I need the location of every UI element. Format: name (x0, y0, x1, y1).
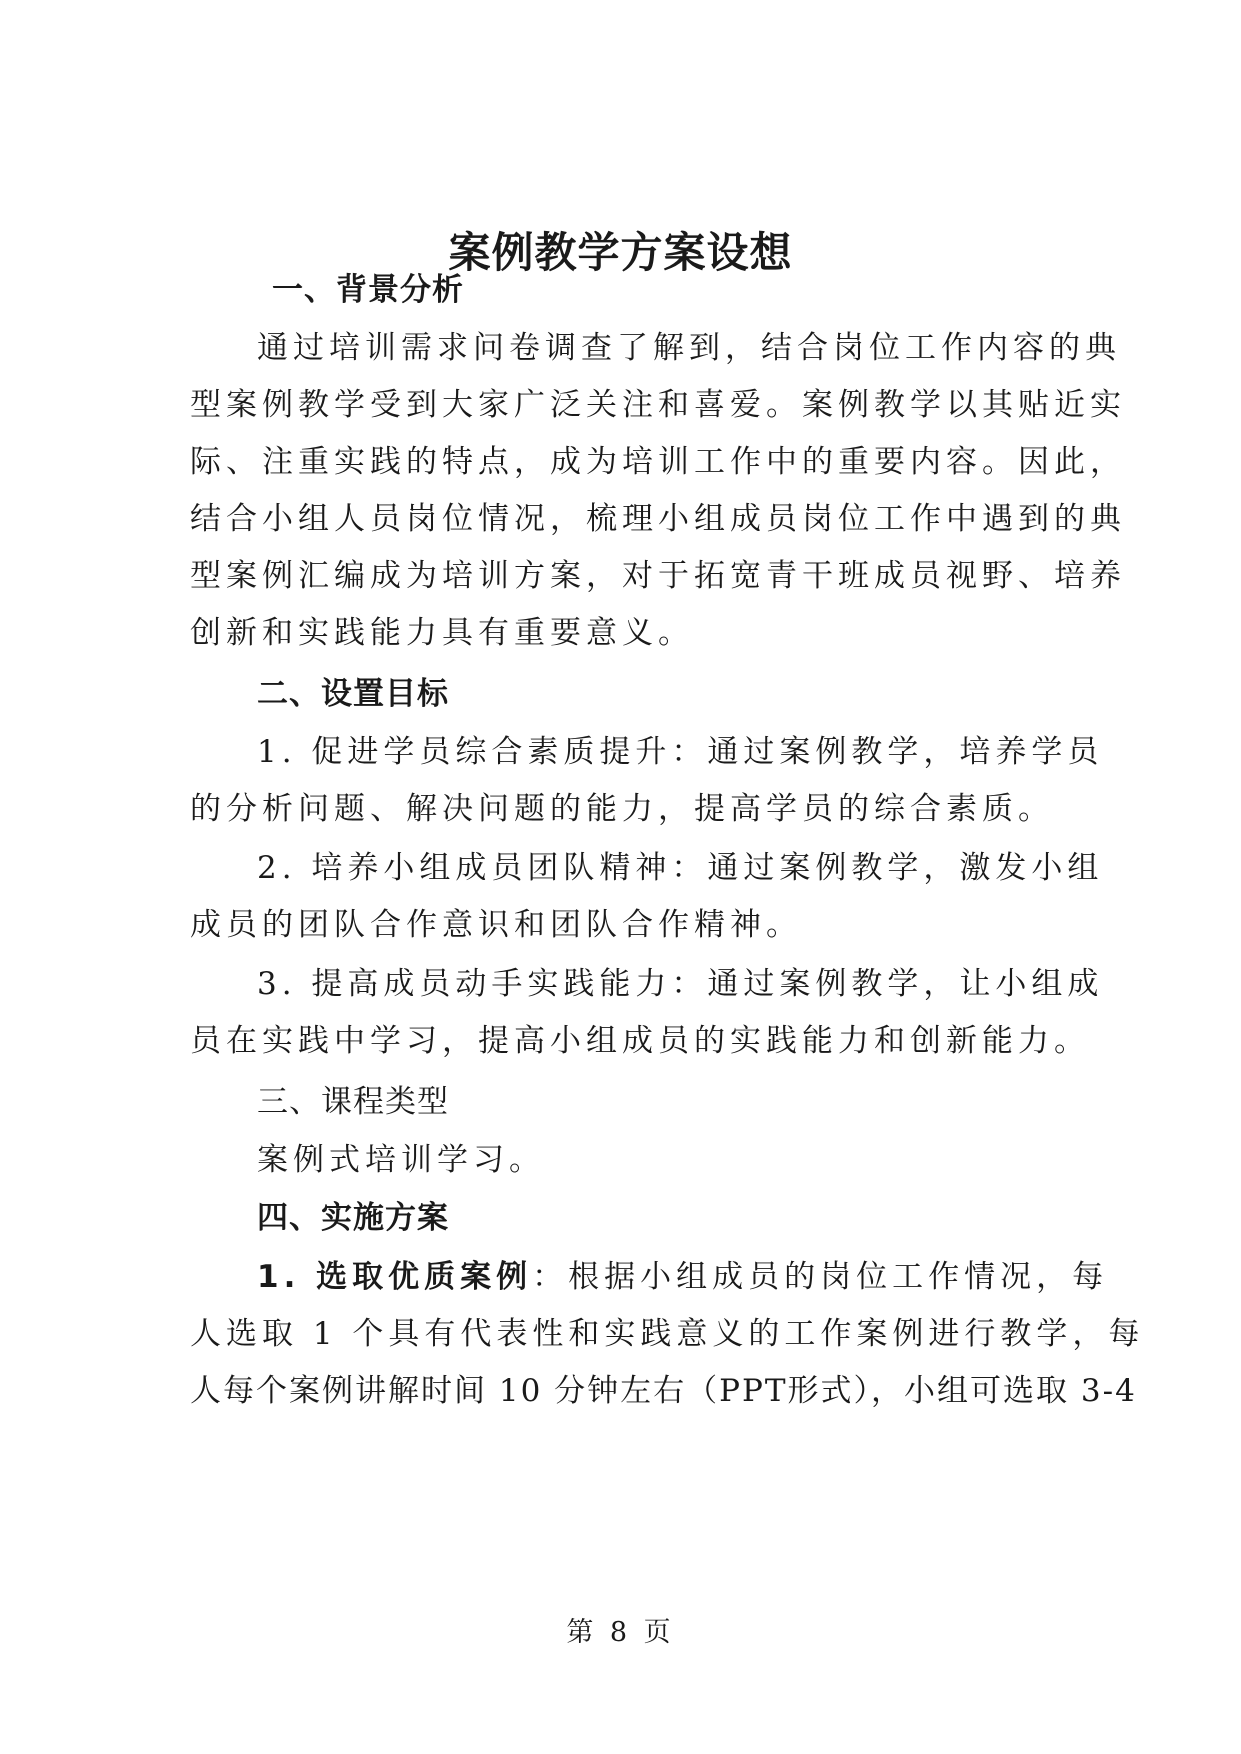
paragraph-line (257, 1251, 1108, 1296)
section-heading-course-type: 三、课程类型 (257, 1084, 449, 1120)
paragraph-line: 型案例教学受到大家广泛关注和喜爱。案例教学以其贴近实 (190, 387, 1126, 423)
section-heading-goals: 二、设置目标 (257, 676, 449, 712)
page-number: 第 8 页 (566, 1617, 675, 1648)
paragraph-line: 3. 提高成员动手实践能力：通过案例教学，让小组成 (257, 966, 1104, 1002)
document-title: 案例教学方案设想 (448, 228, 793, 277)
paragraph-line: 人每个案例讲解时间 10 分钟左右（PPT形式），小组可选取 3-4 (190, 1373, 1137, 1409)
paragraph-line: 的分析问题、解决问题的能力，提高学员的综合素质。 (190, 791, 1054, 827)
paragraph-line: 员在实践中学习，提高小组成员的实践能力和创新能力。 (190, 1023, 1090, 1059)
paragraph-line: 人选取 1 个具有代表性和实践意义的工作案例进行教学，每 (190, 1316, 1145, 1352)
paragraph-line: 创新和实践能力具有重要意义。 (190, 615, 694, 651)
paragraph-line: 案例式培训学习。 (257, 1142, 545, 1178)
item-text: ：根据小组成员的岗位工作情况，每 (532, 1259, 1109, 1295)
paragraph-line: 结合小组人员岗位情况，梳理小组成员岗位工作中遇到的典 (190, 501, 1126, 537)
paragraph-line: 成员的团队合作意识和团队合作精神。 (190, 907, 802, 943)
paragraph-line: 际、注重实践的特点，成为培训工作中的重要内容。因此， (190, 444, 1126, 480)
paragraph-line: 1. 促进学员综合素质提升：通过案例教学，培养学员 (257, 734, 1104, 770)
paragraph-line: 型案例汇编成为培训方案，对于拓宽青干班成员视野、培养 (190, 558, 1126, 594)
paragraph-line: 2. 培养小组成员团队精神：通过案例教学，激发小组 (257, 850, 1104, 886)
paragraph-line: 通过培训需求问卷调查了解到，结合岗位工作内容的典 (257, 330, 1121, 366)
section-heading-implementation: 四、实施方案 (257, 1200, 449, 1236)
section-heading-background: 一、背景分析 (272, 272, 464, 308)
item-label: 1. 选取优质案例 (257, 1259, 533, 1295)
